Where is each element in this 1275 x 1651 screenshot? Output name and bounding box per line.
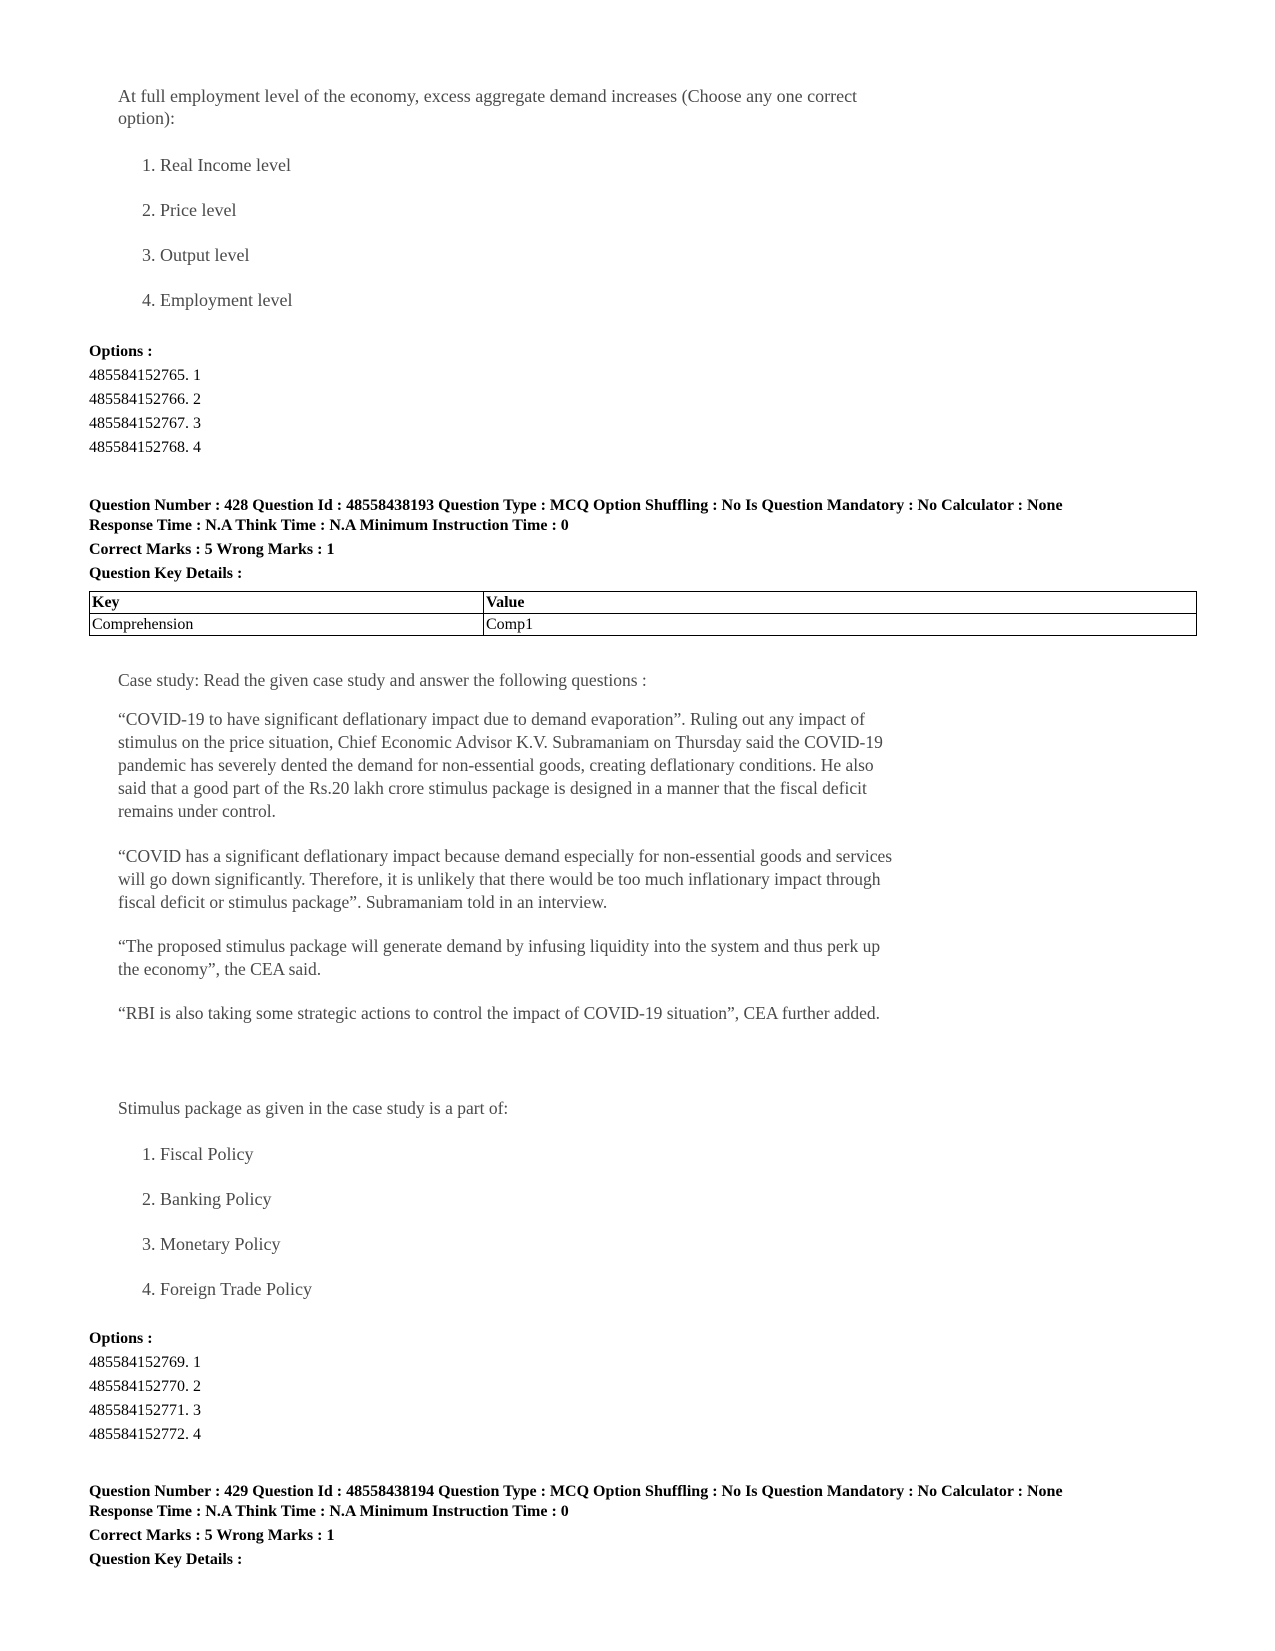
- paragraph-line: fiscal deficit or stimulus package”. Subramaniam told in an interview.: [118, 892, 608, 912]
- paragraph-line: said that a good part of the Rs.20 lakh crore stimulus package is designed in a manner that the fiscal deficit: [118, 778, 867, 798]
- table-cell: Comprehension: [90, 614, 484, 636]
- case-study-paragraph: [118, 708, 1003, 823]
- table-cell: Comp1: [484, 614, 1197, 636]
- option-item: 485584152768. 4: [89, 439, 201, 456]
- paragraph-line: remains under control.: [118, 801, 276, 821]
- paragraph-line: “The proposed stimulus package will generate demand by infusing liquidity into the system and thus perk up: [118, 936, 881, 956]
- key-details-table: [89, 591, 1197, 636]
- question-key-details-label: Question Key Details :: [89, 1551, 243, 1568]
- choice-item: 4. Foreign Trade Policy: [142, 1279, 313, 1299]
- choice-item: 2. Banking Policy: [142, 1189, 272, 1209]
- case-study-intro: Case study: Read the given case study and answer the following questions :: [118, 670, 647, 690]
- table-row: [90, 614, 1197, 636]
- paragraph-line: “RBI is also taking some strategic actions to control the impact of COVID-19 situation”, CEA further added.: [118, 1003, 881, 1023]
- paragraph-line: stimulus on the price situation, Chief Economic Advisor K.V. Subramaniam on Thursday said the COVID-19: [118, 732, 883, 752]
- paragraph-line: will go down significantly. Therefore, it is unlikely that there would be too much inflationary impact through: [118, 869, 881, 889]
- choice-item: 3. Monetary Policy: [142, 1234, 281, 1254]
- question-stem-428: Stimulus package as given in the case study is a part of:: [118, 1098, 509, 1118]
- choice-item: 1. Fiscal Policy: [142, 1144, 254, 1164]
- option-item: 485584152772. 4: [89, 1426, 201, 1443]
- paragraph-line: pandemic has severely dented the demand for non-essential goods, creating deflationary conditions. He also: [118, 755, 874, 775]
- options-label: Options :: [89, 343, 153, 360]
- question-marks: Correct Marks : 5 Wrong Marks : 1: [89, 541, 335, 558]
- question-marks: Correct Marks : 5 Wrong Marks : 1: [89, 1527, 335, 1544]
- question-meta-line: Question Number : 428 Question Id : 48558438193 Question Type : MCQ Option Shuffling : No Is Question Mandatory : No Calculator : None: [89, 497, 1063, 514]
- question-meta-line: Response Time : N.A Think Time : N.A Minimum Instruction Time : 0: [89, 1503, 569, 1520]
- option-item: 485584152770. 2: [89, 1378, 201, 1395]
- table-header-row: [90, 592, 1197, 614]
- choice-item: 3. Output level: [142, 245, 250, 265]
- option-item: 485584152766. 2: [89, 391, 201, 408]
- options-label: Options :: [89, 1330, 153, 1347]
- table-header-cell: Value: [484, 592, 1197, 614]
- question-stem-line: option):: [118, 108, 175, 128]
- choice-item: 2. Price level: [142, 200, 237, 220]
- question-stem-line: At full employment level of the economy, excess aggregate demand increases (Choose any one correct: [118, 86, 858, 106]
- option-item: 485584152769. 1: [89, 1354, 201, 1371]
- option-item: 485584152767. 3: [89, 415, 201, 432]
- question-key-details-label: Question Key Details :: [89, 565, 243, 582]
- paragraph-line: “COVID-19 to have significant deflationary impact due to demand evaporation”. Ruling out any impact of: [118, 709, 865, 729]
- case-study-paragraph: [118, 845, 1003, 914]
- case-study-paragraph: [118, 935, 1003, 981]
- question-meta-line: Question Number : 429 Question Id : 48558438194 Question Type : MCQ Option Shuffling : No Is Question Mandatory : No Calculator : None: [89, 1483, 1063, 1500]
- table-header-cell: Key: [90, 592, 484, 614]
- option-item: 485584152771. 3: [89, 1402, 201, 1419]
- question-meta-line: Response Time : N.A Think Time : N.A Minimum Instruction Time : 0: [89, 517, 569, 534]
- paragraph-line: the economy”, the CEA said.: [118, 959, 322, 979]
- paragraph-line: “COVID has a significant deflationary impact because demand especially for non-essential goods and services: [118, 846, 893, 866]
- option-item: 485584152765. 1: [89, 367, 201, 384]
- case-study-paragraph: [118, 1002, 1003, 1025]
- choice-item: 4. Employment level: [142, 290, 293, 310]
- question-stem-427: [118, 85, 938, 129]
- choice-item: 1. Real Income level: [142, 155, 291, 175]
